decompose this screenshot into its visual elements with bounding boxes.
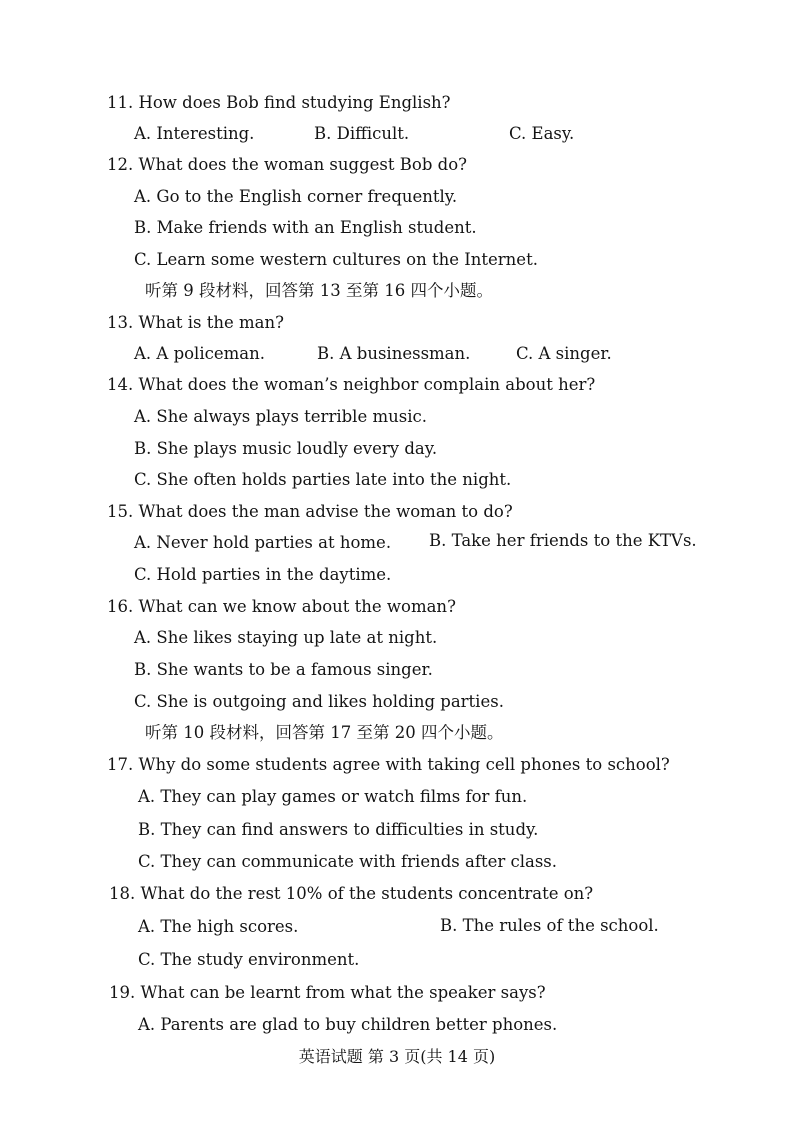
q15-option-c: C. Hold parties in the daytime. xyxy=(134,565,392,584)
q14-option-a: A. She always plays terrible music. xyxy=(134,407,427,426)
question-13-stem: 13. What is the man? xyxy=(107,313,284,332)
q17-option-b: B. They can find answers to difficulties in study. xyxy=(138,820,539,839)
instruction-passage-10: 听第 10 段材料，回答第 17 至第 20 四个小题。 xyxy=(145,723,504,742)
q15-option-a: A. Never hold parties at home. xyxy=(134,533,392,552)
question-18-stem: 18. What do the rest 10% of the students concentrate on? xyxy=(109,884,594,903)
question-14-stem: 14. What does the woman’s neighbor complain about her? xyxy=(107,375,596,394)
q18-option-c: C. The study environment. xyxy=(138,950,360,969)
q18-option-a: A. The high scores. xyxy=(138,917,299,936)
q15-option-b: B. Take her friends to the KTVs. xyxy=(429,531,697,550)
q16-option-b: B. She wants to be a famous singer. xyxy=(134,660,433,679)
question-17-stem: 17. Why do some students agree with taking cell phones to school? xyxy=(107,755,670,774)
q14-option-b: B. She plays music loudly every day. xyxy=(134,439,438,458)
question-16-stem: 16. What can we know about the woman? xyxy=(107,597,456,616)
q17-option-a: A. They can play games or watch films for fun. xyxy=(138,787,528,806)
q12-option-c: C. Learn some western cultures on the Internet. xyxy=(134,250,538,269)
q11-option-a: A. Interesting. xyxy=(134,124,255,143)
q18-option-b: B. The rules of the school. xyxy=(440,916,659,935)
q16-option-a: A. She likes staying up late at night. xyxy=(134,628,438,647)
q11-option-c: C. Easy. xyxy=(509,124,575,143)
q17-option-c: C. They can communicate with friends after class. xyxy=(138,852,558,871)
instruction-passage-9: 听第 9 段材料，回答第 13 至第 16 四个小题。 xyxy=(145,281,493,300)
q12-option-a: A. Go to the English corner frequently. xyxy=(134,187,458,206)
q13-option-b: B. A businessman. xyxy=(317,344,471,363)
question-19-stem: 19. What can be learnt from what the speaker says? xyxy=(109,983,546,1002)
q13-option-c: C. A singer. xyxy=(516,344,612,363)
q12-option-b: B. Make friends with an English student. xyxy=(134,218,477,237)
q11-option-b: B. Difficult. xyxy=(314,124,410,143)
question-15-stem: 15. What does the man advise the woman to do? xyxy=(107,502,513,521)
q19-option-a: A. Parents are glad to buy children better phones. xyxy=(138,1015,558,1034)
q13-option-a: A. A policeman. xyxy=(134,344,265,363)
page-footer: 英语试题 第 3 页(共 14 页) xyxy=(298,1047,496,1066)
q16-option-c: C. She is outgoing and likes holding parties. xyxy=(134,692,504,711)
q14-option-c: C. She often holds parties late into the night. xyxy=(134,470,512,489)
question-12-stem: 12. What does the woman suggest Bob do? xyxy=(107,155,467,174)
question-11-stem: 11. How does Bob find studying English? xyxy=(107,93,451,112)
